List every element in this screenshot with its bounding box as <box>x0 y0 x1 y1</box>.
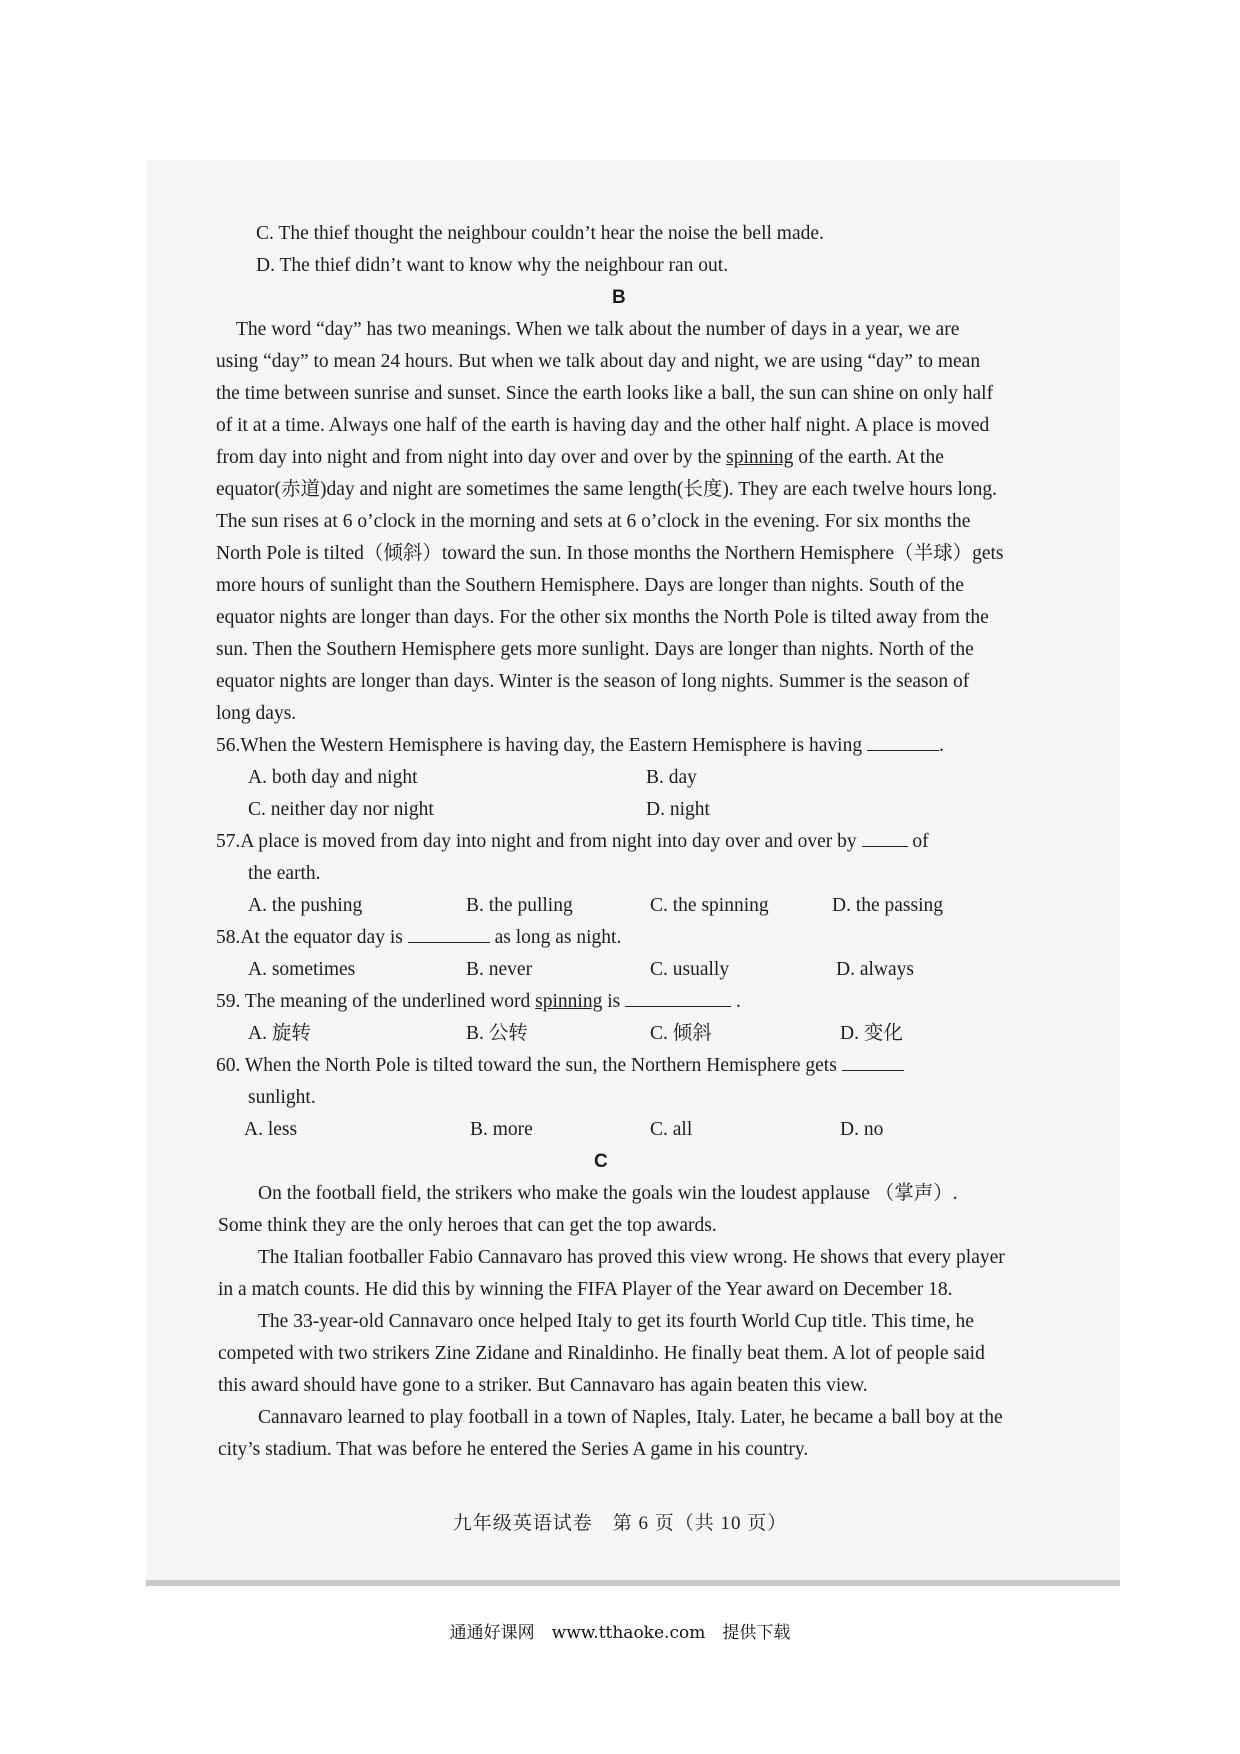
section-b-heading: B <box>612 287 626 308</box>
option-b: B. 公转 <box>466 1023 528 1044</box>
download-credit: 通通好课网 www.tthaoke.com 提供下载 <box>449 1623 791 1643</box>
question-text: is <box>607 991 621 1012</box>
question-continuation: the earth. <box>248 863 321 884</box>
question-56 <box>216 734 944 758</box>
option-c: C. neither day nor night <box>248 799 434 820</box>
option-a: A. both day and night <box>248 767 418 788</box>
question-stem: 60. When the North Pole is tilted toward the sun, the Northern Hemisphere gets <box>216 1055 837 1076</box>
option-b: B. never <box>466 959 533 980</box>
passage-b-line: North Pole is tilted（倾斜）toward the sun. In those months the Northern Hemisphere（半球）gets <box>216 543 1004 564</box>
passage-c-line: Cannavaro learned to play football in a town of Naples, Italy. Later, he became a ball boy at the <box>258 1407 1003 1428</box>
option-d: D. no <box>840 1119 884 1140</box>
passage-c-line: The 33-year-old Cannavaro once helped Italy to get its fourth World Cup title. This time, he <box>258 1311 974 1332</box>
underlined-word-spinning: spinning <box>726 447 794 468</box>
question-end: . <box>735 991 741 1012</box>
passage-b-line: sun. Then the Southern Hemisphere gets more sunlight. Days are longer than nights. North of the <box>216 639 974 660</box>
option-a: A. 旋转 <box>248 1023 311 1044</box>
question-stem: 56.When the Western Hemisphere is having day, the Eastern Hemisphere is having <box>216 735 863 756</box>
question-59 <box>216 990 741 1014</box>
option-c: C. all <box>650 1119 693 1140</box>
answer-blank <box>408 926 490 943</box>
option-a: A. sometimes <box>248 959 356 980</box>
passage-c-line: On the football field, the strikers who make the goals win the loudest applause （掌声）. <box>258 1183 958 1204</box>
question-stem: 58.At the equator day is <box>216 927 403 948</box>
question-continuation: sunlight. <box>248 1087 316 1108</box>
underlined-word: spinning <box>535 991 603 1012</box>
passage-c-line: city’s stadium. That was before he entered the Series A game in his country. <box>218 1439 809 1460</box>
option-b: B. the pulling <box>466 895 573 916</box>
option-c: C. usually <box>650 959 730 980</box>
question-58 <box>216 926 621 950</box>
passage-b-line: long days. <box>216 703 297 724</box>
passage-b-line: equator nights are longer than days. For the other six months the North Pole is tilted away from the <box>216 607 989 628</box>
passage-c-line: The Italian footballer Fabio Cannavaro has proved this view wrong. He shows that every player <box>258 1247 1005 1268</box>
question-57 <box>216 830 929 854</box>
answer-blank <box>842 1054 904 1071</box>
option-b: B. more <box>470 1119 533 1140</box>
question-text: of <box>912 831 929 852</box>
passage-b-line: the time between sunrise and sunset. Since the earth looks like a ball, the sun can shine on only half <box>216 383 994 404</box>
question-option-d: D. The thief didn’t want to know why the neighbour ran out. <box>256 255 729 276</box>
question-stem: 59. The meaning of the underlined word <box>216 991 531 1012</box>
question-text: as long as night. <box>494 927 622 948</box>
option-d: D. the passing <box>832 895 944 916</box>
page-bottom-border <box>146 1580 1120 1586</box>
passage-b-line: using “day” to mean 24 hours. But when we talk about day and night, we are using “day” to mean <box>216 351 981 372</box>
passage-b-line: The sun rises at 6 o’clock in the morning and sets at 6 o’clock in the evening. For six months the <box>216 511 971 532</box>
option-a: A. the pushing <box>248 895 363 916</box>
passage-b-line: The word “day” has two meanings. When we talk about the number of days in a year, we are <box>236 319 960 340</box>
passage-b-line: of it at a time. Always one half of the earth is having day and the other half night. A place is moved <box>216 415 990 436</box>
passage-b-line: equator(赤道)day and night are sometimes the same length(长度). They are each twelve hours long. <box>216 479 998 500</box>
question-60 <box>216 1054 904 1078</box>
passage-b-line <box>216 446 944 470</box>
passage-b-line: equator nights are longer than days. Winter is the season of long nights. Summer is the season of <box>216 671 970 692</box>
passage-c-line: competed with two strikers Zine Zidane and Rinaldinho. He finally beat them. A lot of people said <box>218 1343 985 1364</box>
question-end: . <box>938 735 944 756</box>
passage-text: of the earth. At the <box>793 447 944 468</box>
option-c: C. the spinning <box>650 895 769 916</box>
option-d: D. always <box>836 959 914 980</box>
section-c-heading: C <box>594 1151 608 1172</box>
option-c: C. 倾斜 <box>650 1023 712 1044</box>
option-d: D. night <box>646 799 710 820</box>
option-b: B. day <box>646 767 697 788</box>
page-footer: 九年级英语试卷 第 6 页（共 10 页） <box>452 1513 788 1534</box>
passage-text: from day into night and from night into day over and over by the <box>216 447 727 468</box>
passage-c-line: in a match counts. He did this by winning the FIFA Player of the Year award on December 18. <box>218 1279 953 1300</box>
question-option-c: C. The thief thought the neighbour couldn’t hear the noise the bell made. <box>256 223 824 244</box>
passage-c-line: this award should have gone to a striker. But Cannavaro has again beaten this view. <box>218 1375 868 1396</box>
question-stem: 57.A place is moved from day into night and from night into day over and over by <box>216 831 857 852</box>
option-d: D. 变化 <box>840 1023 903 1044</box>
answer-blank <box>867 734 939 751</box>
answer-blank <box>625 990 731 1007</box>
answer-blank <box>862 830 908 847</box>
passage-b-line: more hours of sunlight than the Southern Hemisphere. Days are longer than nights. South of the <box>216 575 964 596</box>
option-a: A. less <box>244 1119 298 1140</box>
passage-c-line: Some think they are the only heroes that can get the top awards. <box>218 1215 717 1236</box>
